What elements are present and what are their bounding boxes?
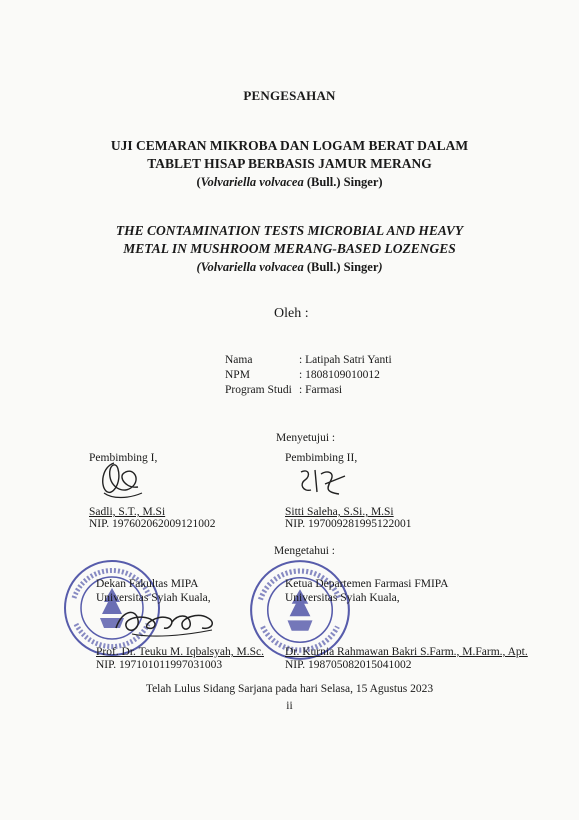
ketua-nip: NIP. 198705082015041002 [285,659,412,671]
pembimbing1-role: Pembimbing I, [89,452,158,464]
pembimbing1-name: Sadli, S.T., M.Si [89,506,166,518]
title-en-authority: (Bull.) Singer [303,260,379,274]
title-id-line1: UJI CEMARAN MIKROBA DAN LOGAM BERAT DALAM [110,138,469,153]
ketua-name: Dr. Kurnia Rahmawan Bakri S.Farm., M.Farm., Apt. [285,646,528,658]
title-en-open-paren: ( [196,260,201,274]
nama-value: : Latipah Satri Yanti [299,354,392,366]
student-npm-row [225,369,380,381]
oleh-label: Oleh : [274,306,309,321]
title-en-species-line [0,260,579,275]
title-id-species: Volvariella volvacea [200,175,304,189]
footer-statement: Telah Lulus Sidang Sarjana pada hari Selasa, 15 Agustus 2023 [145,683,434,695]
dekan-signature [112,600,224,640]
student-prodi-row [225,384,342,396]
mengetahui-label: Mengetahui : [274,545,335,557]
title-id-species-line [0,175,579,190]
menyetujui-label: Menyetujui : [276,432,336,444]
pembimbing2-nip: NIP. 197009281995122001 [285,518,412,530]
title-en-close-paren: ) [378,260,383,274]
prodi-value: : Farmasi [299,384,343,396]
page-number: ii [286,700,293,712]
pembimbing2-role: Pembimbing II, [285,452,358,464]
dekan-name: Prof. Dr. Teuku M. Iqbalsyah, M.Sc. [96,646,264,658]
title-id-line2: TABLET HISAP BERBASIS JAMUR MERANG [147,156,432,171]
title-en-species: Volvariella volvacea [200,260,304,274]
ketua-org: Universitas Syiah Kuala, [285,592,400,604]
npm-label: NPM [225,369,250,381]
pembimbing1-signature [92,455,152,505]
npm-value: : 1808109010012 [299,369,380,381]
pembimbing2-name: Sitti Saleha, S.Si., M.Si [285,506,394,518]
title-id-open-paren: ( [196,175,201,189]
prodi-label: Program Studi [225,384,292,396]
title-en-line1: THE CONTAMINATION TESTS MICROBIAL AND HEAVY [115,223,464,238]
dekan-nip: NIP. 197101011997031003 [96,659,223,671]
dekan-org: Universitas Syiah Kuala, [96,592,211,604]
title-en-line2: METAL IN MUSHROOM MERANG-BASED LOZENGES [123,241,456,256]
pembimbing1-nip: NIP. 197602062009121002 [89,518,216,530]
pembimbing2-signature [295,464,350,500]
student-nama-row [225,354,392,366]
title-id-authority: (Bull.) Singer) [303,175,383,189]
ketua-role: Ketua Departemen Farmasi FMIPA [285,578,449,590]
dekan-role: Dekan Fakultas MIPA [96,578,199,590]
nama-label: Nama [225,354,253,366]
page-heading: PENGESAHAN [243,88,336,103]
